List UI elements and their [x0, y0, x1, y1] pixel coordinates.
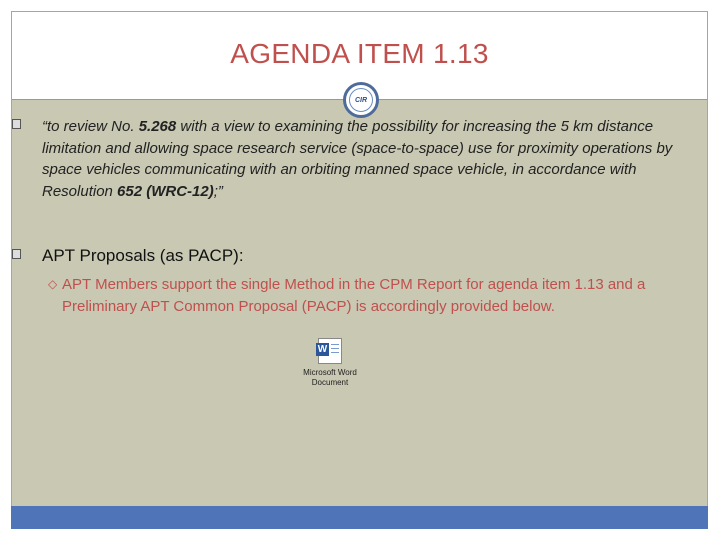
square-bullet-icon [12, 119, 21, 129]
word-document-attachment[interactable] [290, 338, 370, 388]
bullet-apt-proposals [12, 246, 682, 266]
attachment-label [290, 368, 370, 388]
doc-lines [331, 344, 339, 356]
word-letter: W [317, 344, 328, 355]
attachment-label-line1: Microsoft Word [303, 368, 357, 377]
word-document-icon [318, 338, 342, 364]
square-bullet-icon [12, 249, 21, 259]
quote-bold-no: 5.268 [138, 118, 177, 135]
quote-part-mid: with a view to examining the possibility for increasing the 5 km distance limitation and allowing space research service (space-to-space) use for proximity operations by space vehicles communicating with an orbiting manned space vehicle, in accordance with Resolution [42, 118, 673, 200]
apt-proposals-heading: APT Proposals (as PACP): [42, 246, 244, 265]
bullet-agenda-quote [12, 116, 682, 202]
quote-part-close: ;” [213, 182, 223, 200]
quote-part-open: “to review No. [42, 118, 139, 135]
slide [11, 11, 708, 528]
attachment-label-line2: Document [311, 378, 349, 387]
footer-bar [11, 506, 708, 529]
sub-bullet-apt-members [48, 274, 668, 318]
quote-bold-resolution: 652 (WRC‑12) [117, 182, 214, 200]
organization-logo-icon [343, 82, 379, 118]
agenda-quote-text [42, 116, 682, 202]
diamond-bullet-icon: ◇ [48, 277, 58, 291]
apt-members-text: APT Members support the single Method in the CPM Report for agenda item 1.13 and a Preliminary APT Common Proposal (PACP) is accordingly provided below. [62, 276, 646, 315]
slide-title: AGENDA ITEM 1.13 [230, 38, 489, 69]
logo-text: CIR [349, 88, 373, 112]
